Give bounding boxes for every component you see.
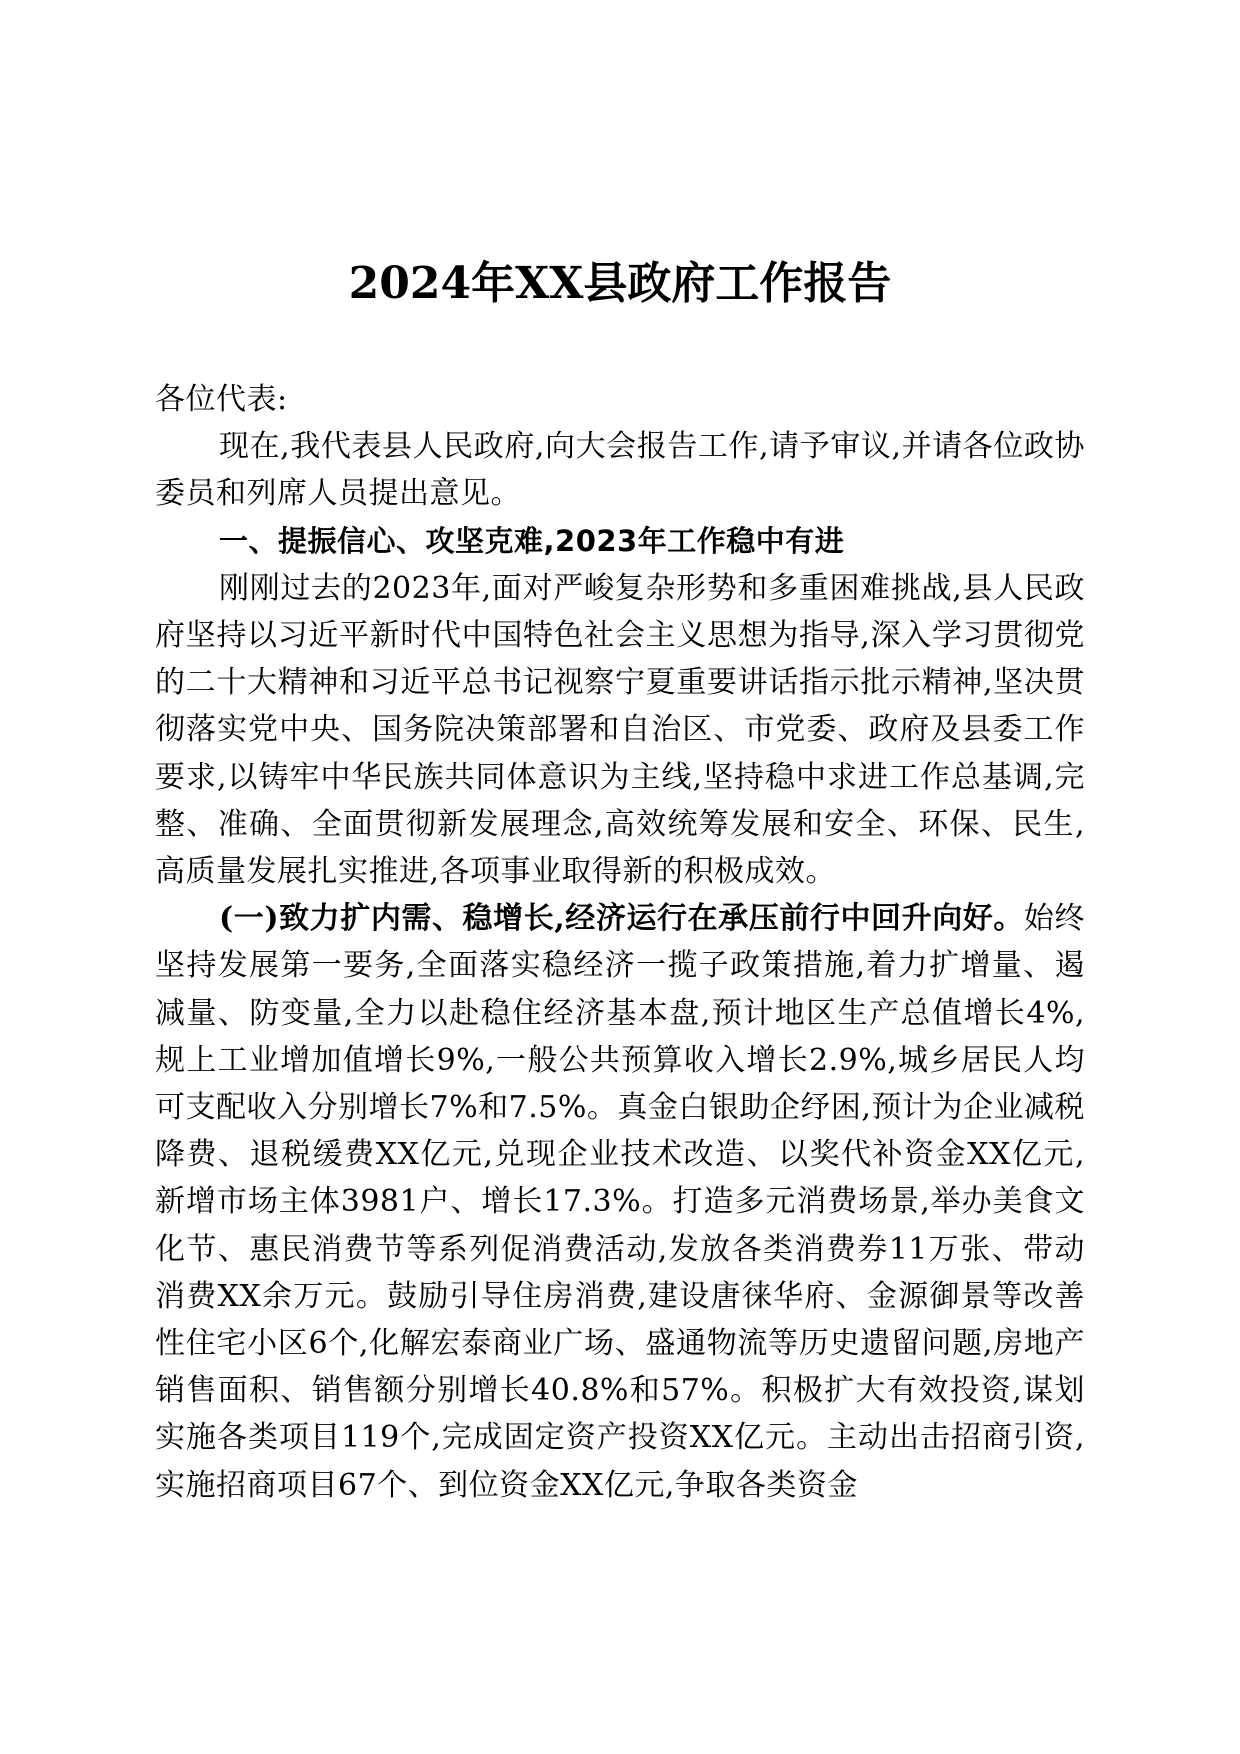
document-title: 2024年XX县政府工作报告 [348,258,892,309]
section-paragraph: 刚刚过去的2023年,面对严峻复杂形势和多重困难挑战,县人民政府坚持以习近平新时代中国特色社会主义思想为指导,深入学习贯彻党的二十大精神和习近平总书记视察宁夏重要讲话指示批示精神,坚决贯彻落实党中央、国务院决策部署和自治区、市党委、政府及县委工作要求,以铸牢中华民族共同体意识为主线,坚持稳中求进工作总基调,完整、准确、全面贯彻新发展理念,高效统筹发展和安全、环保、民生,高质量发展扎实推进,各项事业取得新的积极成效。 [155,570,1085,890]
subsection-lead: (一)致力扩内需、稳增长,经济运行在承压前行中回升向好。 [219,901,1024,937]
salutation: 各位代表: [155,382,288,417]
intro-paragraph: 现在,我代表县人民政府,向大会报告工作,请予审议,并请各位政协委员和列席人员提出意见。 [155,429,1085,512]
subsection-paragraph [155,895,1085,1509]
subsection-body: 始终坚持发展第一要务,全面落实稳经济一揽子政策措施,着力扩增量、遏减量、防变量,全力以赴稳住经济基本盘,预计地区生产总值增长4%,规上工业增加值增长9%,一般公共预算收入增长2.9%,城乡居民人均可支配收入分别增长7%和7.5%。真金白银助企纾困,预计为企业减税降费、退税缓费XX亿元,兑现企业技术改造、以奖代补资金XX亿元,新增市场主体3981户、增长17.3%。打造多元消费场景,举办美食文化节、惠民消费节等系列促消费活动,发放各类消费券11万张、带动消费XX余万元。鼓励引导住房消费,建设唐徕华府、金源御景等改善性住宅小区6个,化解宏泰商业广场、盛通物流等历史遗留问题,房地产销售面积、销售额分别增长40.8%和57%。积极扩大有效投资,谋划实施各类项目119个,完成固定资产投资XX亿元。主动出击招商引资,实施招商项目67个、到位资金XX亿元,争取各类资金 [155,901,1085,1503]
section-heading: 一、提振信心、攻坚克难,2023年工作稳中有进 [219,523,845,558]
document-body [155,376,1085,1509]
